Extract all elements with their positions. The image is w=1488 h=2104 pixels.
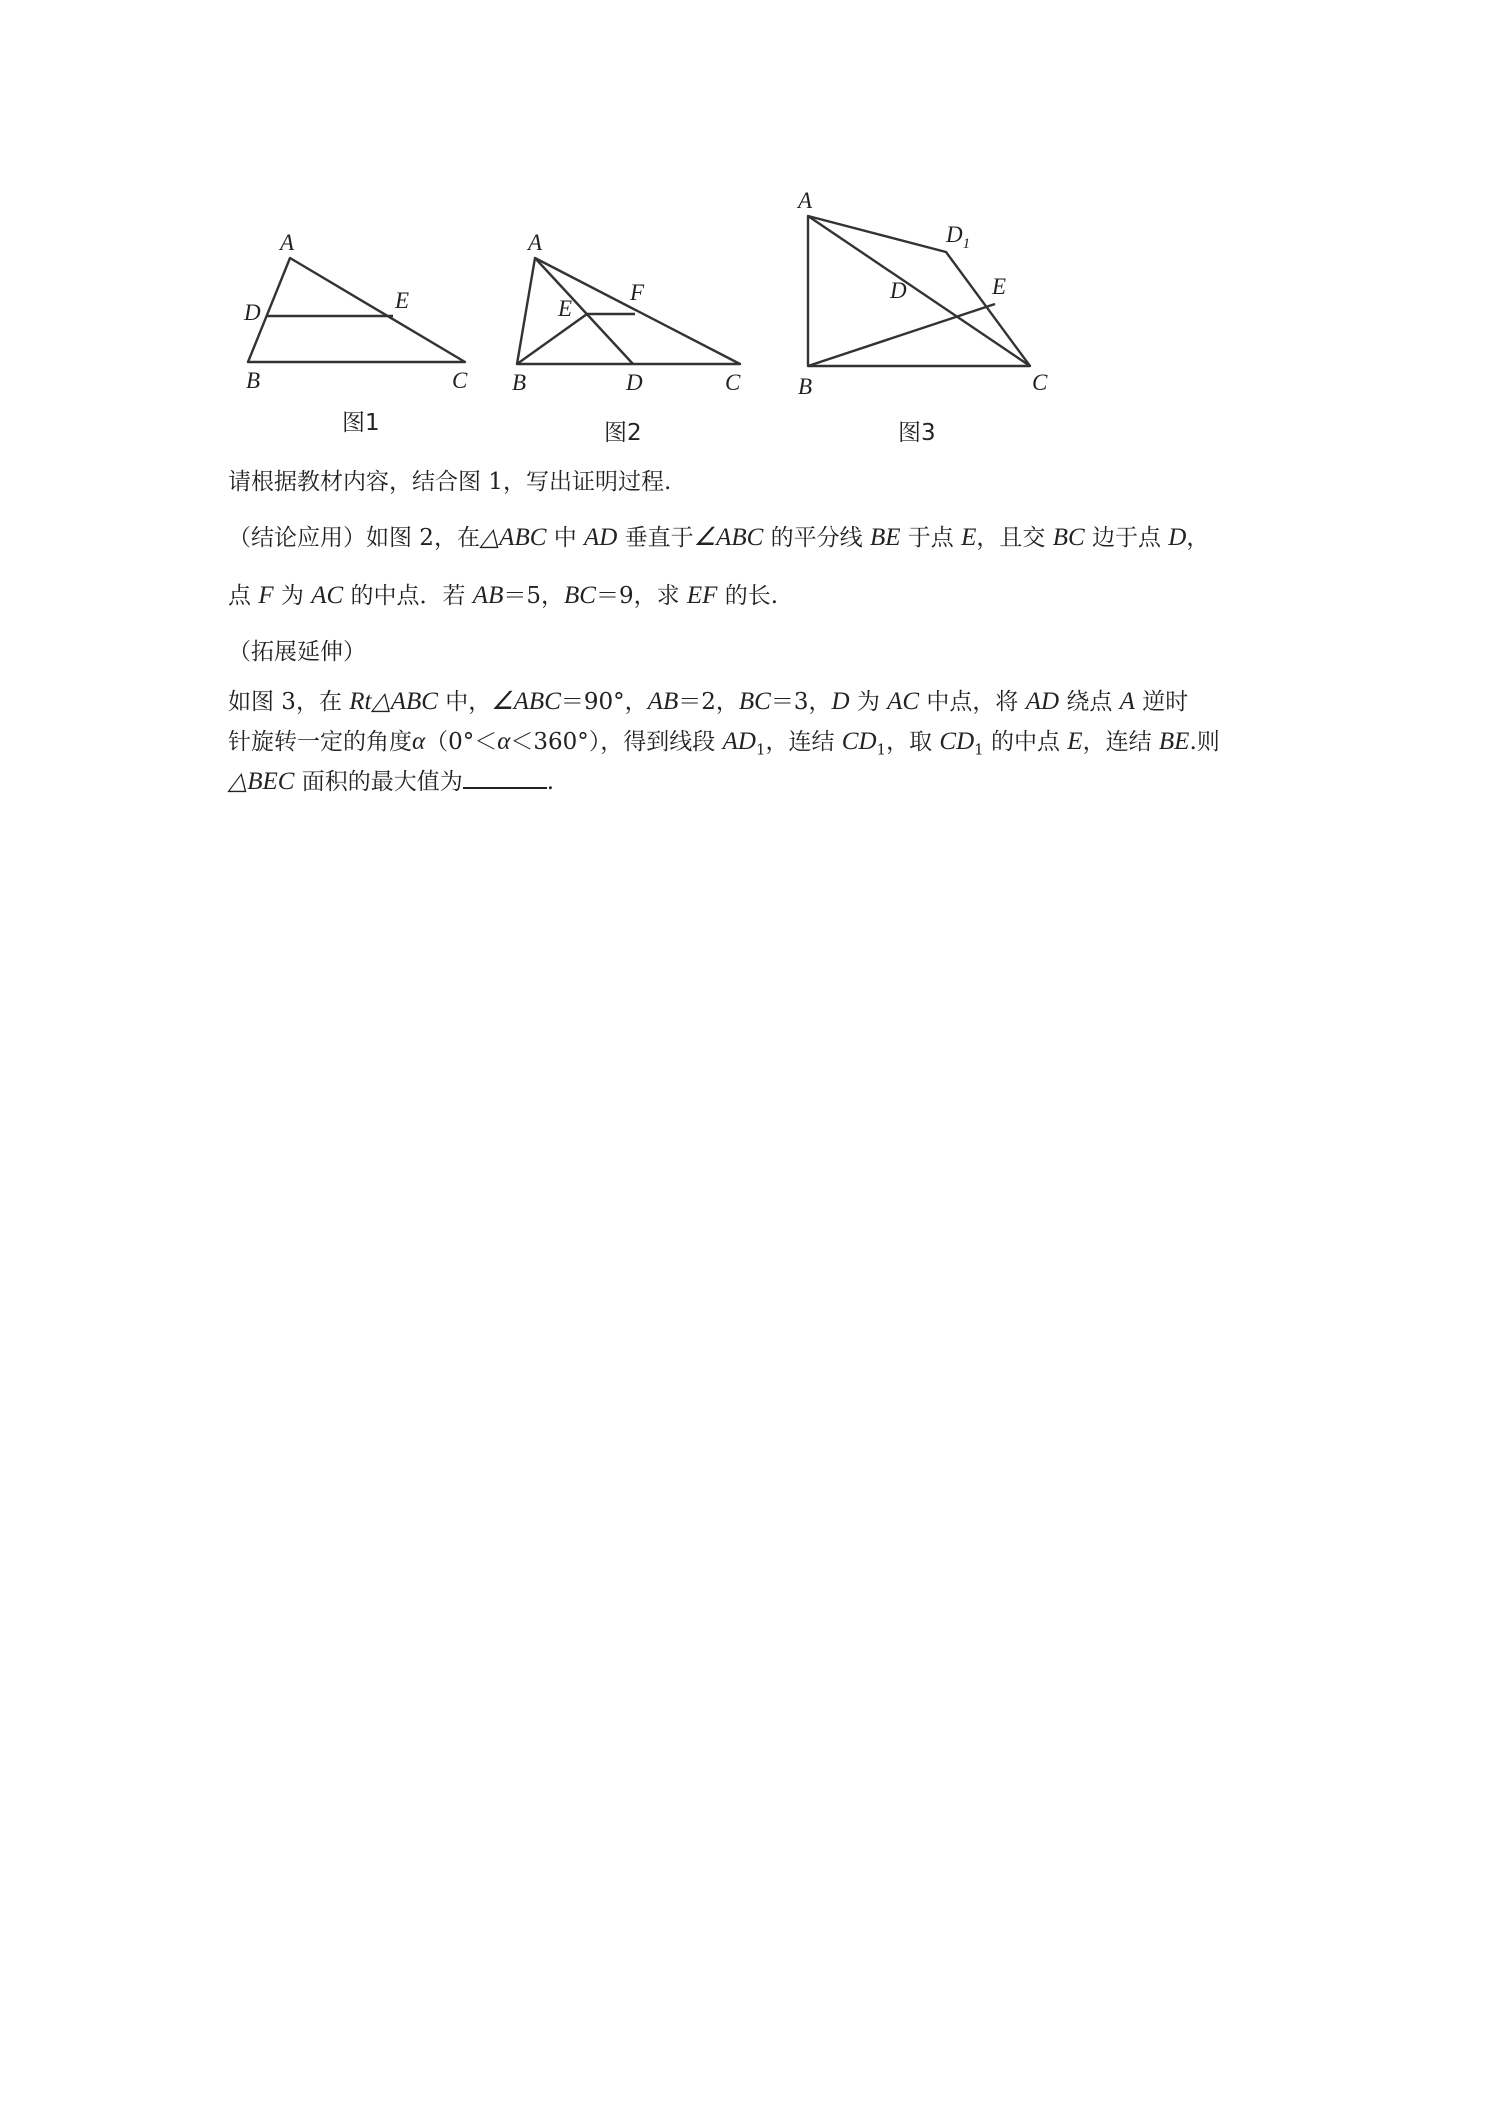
label-b: B — [512, 370, 527, 395]
label-d1: $D_1$ — [946, 222, 971, 252]
label-a: A — [280, 230, 295, 255]
label-e: E — [992, 274, 1007, 299]
label-e: E — [395, 288, 410, 313]
figure-2 — [500, 230, 780, 450]
label-b: B — [798, 374, 813, 399]
figure-2-caption: 图2 — [604, 420, 642, 446]
paragraph-extension-line3: △BEC 面积的最大值为 . — [228, 762, 1278, 802]
label-d: D — [626, 370, 643, 395]
paragraph-application-line2: 点 F 为 AC 的中点．若 AB＝5，BC＝9，求 EF 的长. — [228, 582, 779, 609]
figure-2-diagram — [500, 230, 780, 450]
figure-1-diagram — [220, 230, 490, 440]
label-d: D — [890, 278, 907, 303]
segment-be — [517, 314, 587, 364]
label-a: A — [528, 230, 543, 255]
triangle-abc — [248, 258, 465, 362]
paragraph-application-line1: （结论应用）如图 2，在△ABC 中 AD 垂直于∠ABC 的平分线 BE 于点 E，且交 BC 边于点 D， — [228, 524, 1210, 551]
figure-3-caption: 图3 — [898, 420, 936, 446]
segment-ad — [535, 258, 633, 364]
label-a: A — [798, 188, 813, 213]
paragraph-extension-line2: 针旋转一定的角度α（0°＜α＜360°），得到线段 $AD_1$，连结 $CD_1$，取 $CD_1$ 的中点 E，连结 BE.则 — [228, 728, 1220, 759]
figure-3 — [780, 190, 1080, 460]
segment-be — [808, 304, 995, 366]
label-b: B — [246, 368, 261, 393]
paragraph-prove-instruction: 请根据教材内容，结合图 1，写出证明过程. — [228, 469, 672, 495]
label-e: E — [558, 296, 573, 321]
figure-1-caption: 图1 — [342, 410, 380, 436]
figure-1 — [220, 230, 490, 440]
label-c: C — [725, 370, 741, 395]
label-c: C — [1032, 370, 1048, 395]
label-d: D — [244, 300, 261, 325]
answer-blank[interactable] — [463, 765, 547, 789]
paragraph-extension-heading: （拓展延伸） — [228, 639, 366, 665]
label-f: F — [630, 280, 645, 305]
figure-3-diagram — [780, 190, 1080, 460]
paragraph-extension-line1: 如图 3，在 Rt△ABC 中，∠ABC＝90°，AB＝2，BC＝3，D 为 AC 中点，将 AD 绕点 A 逆时 — [228, 688, 1189, 715]
label-c: C — [452, 368, 468, 393]
